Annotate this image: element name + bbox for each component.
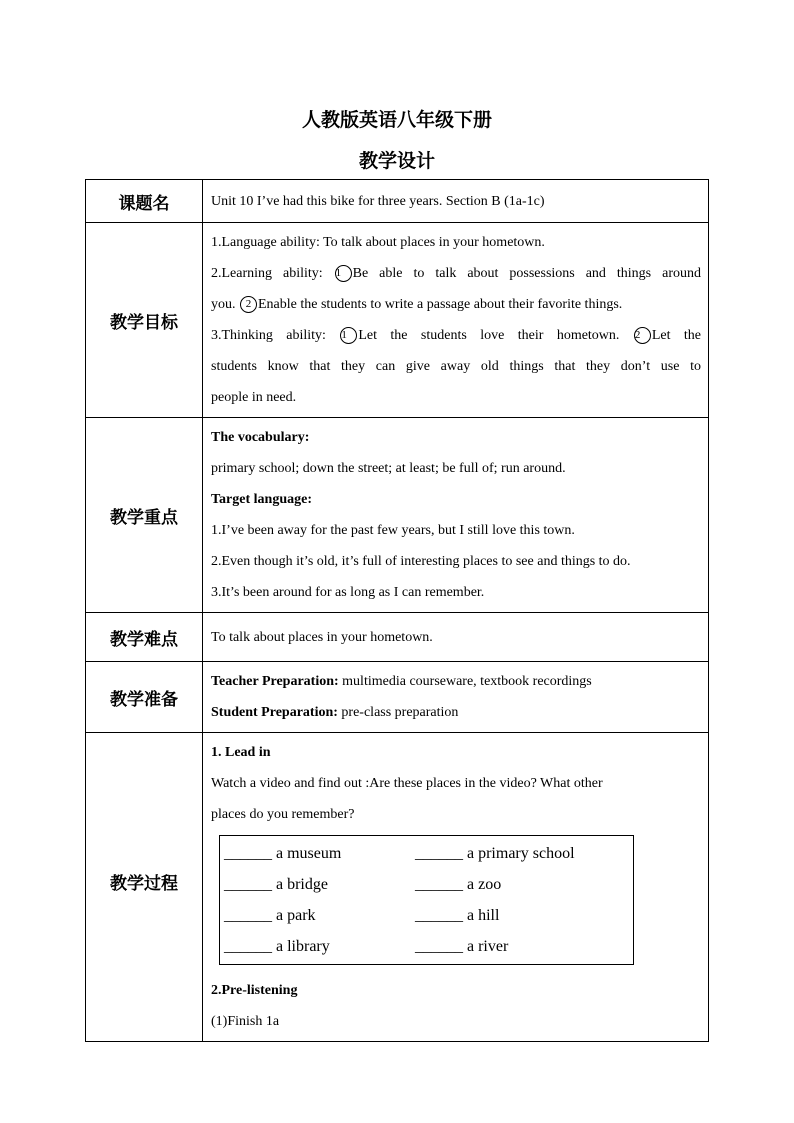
lesson-plan-table <box>85 179 709 1042</box>
student-preparation: Student Preparation: pre-class preparation <box>211 705 459 720</box>
checklist-item: ______ a bridge <box>224 876 328 893</box>
difficulties-text: To talk about places in your hometown. <box>211 629 433 645</box>
places-checklist <box>219 835 634 965</box>
circled-number-1: 1 <box>340 327 357 344</box>
label-preparation: 教学准备 <box>86 662 203 733</box>
checklist-item: ______ a zoo <box>415 876 502 893</box>
target-language-heading: Target language: <box>211 492 312 507</box>
circled-number-2: 2 <box>240 296 257 313</box>
step-lead-in: 1. Lead in <box>211 745 271 760</box>
objective-learning-cont: you. 2 Enable the students to write a passage about their favorite things. <box>211 297 623 312</box>
target-sentence-1: 1.I’ve been away for the past few years, but I still love this town. <box>211 523 575 538</box>
checklist-row <box>220 869 633 900</box>
content-preparation <box>203 662 709 733</box>
label-difficulties: 教学难点 <box>86 613 203 662</box>
checklist-item: ______ a park <box>224 907 316 924</box>
checklist-row <box>220 931 633 962</box>
checklist-item: ______ a hill <box>415 907 500 924</box>
objective-learning: 2.Learning ability: 1 Be able to talk about possessions and things around <box>211 266 701 281</box>
content-process <box>203 733 709 1042</box>
objective-thinking-end: people in need. <box>211 390 297 405</box>
target-sentence-2: 2.Even though it’s old, it’s full of interesting places to see and things to do. <box>211 554 631 569</box>
teacher-preparation: Teacher Preparation: multimedia courseware, textbook recordings <box>211 674 592 689</box>
checklist-row <box>220 900 633 931</box>
row-preparation <box>86 662 709 733</box>
label-objectives: 教学目标 <box>86 223 203 418</box>
row-process <box>86 733 709 1042</box>
label-key-points: 教学重点 <box>86 418 203 613</box>
row-topic <box>86 180 709 223</box>
content-objectives <box>203 223 709 418</box>
row-key-points <box>86 418 709 613</box>
label-process: 教学过程 <box>86 733 203 1042</box>
content-difficulties <box>203 613 709 662</box>
lead-in-instruction-cont: places do you remember? <box>211 807 355 822</box>
target-sentence-3: 3.It’s been around for as long as I can remember. <box>211 585 485 600</box>
objective-thinking-cont: students know that they can give away old things that they don’t use to <box>211 359 701 374</box>
checklist-item: ______ a library <box>224 938 330 955</box>
lead-in-instruction: Watch a video and find out :Are these places in the video? What other <box>211 776 603 791</box>
row-difficulties <box>86 613 709 662</box>
checklist-item: ______ a primary school <box>415 845 575 862</box>
circled-number-2: 2 <box>634 327 651 344</box>
circled-number-1: 1 <box>335 265 352 282</box>
topic-text: Unit 10 I’ve had this bike for three years. Section B (1a-1c) <box>211 193 545 209</box>
vocabulary-list: primary school; down the street; at least; be full of; run around. <box>211 461 566 476</box>
document-title: 人教版英语八年级下册 <box>301 109 492 131</box>
objective-language: 1.Language ability: To talk about places in your hometown. <box>211 235 545 250</box>
pre-listening-item: (1)Finish 1a <box>211 1014 280 1029</box>
label-topic: 课题名 <box>86 180 203 223</box>
row-objectives <box>86 223 709 418</box>
objective-thinking: 3.Thinking ability: 1 Let the students love their hometown. 2 Let the <box>211 328 702 343</box>
vocabulary-heading: The vocabulary: <box>211 430 310 445</box>
content-key-points <box>203 418 709 613</box>
checklist-item: ______ a museum <box>224 845 342 862</box>
checklist-item: ______ a river <box>415 938 509 955</box>
checklist-row <box>220 838 633 869</box>
step-pre-listening: 2.Pre-listening <box>211 983 298 998</box>
content-topic <box>203 180 709 223</box>
document-subtitle: 教学设计 <box>358 150 435 172</box>
